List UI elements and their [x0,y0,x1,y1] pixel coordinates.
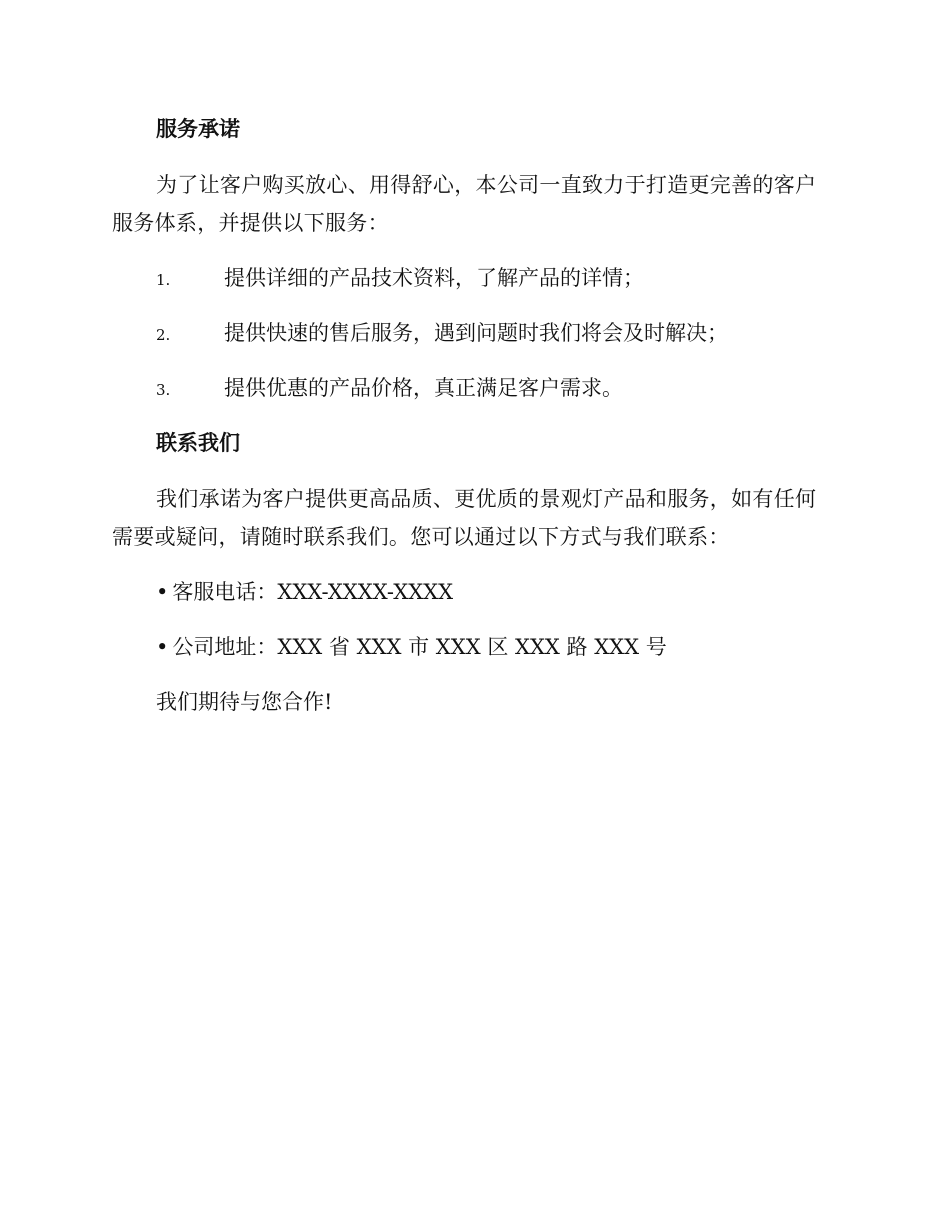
list-number: 2. [156,326,171,344]
bullet-icon: • [156,580,169,604]
service-list [112,259,832,407]
address-line [112,628,832,666]
closing-line: 我们期待与您合作! [156,690,333,714]
service-list-item [112,314,832,352]
phone-text: 客服电话：XXX-XXXX-XXXX [172,580,454,604]
bullet-icon: • [156,635,169,659]
document-body [112,110,832,721]
phone-line [112,573,832,611]
list-item-text: 提供快速的售后服务，遇到问题时我们将会及时解决； [224,321,728,345]
address-text: 公司地址：XXX 省 XXX 市 XXX 区 XXX 路 XXX 号 [172,635,667,659]
contact-intro-paragraph: 我们承诺为客户提供更高品质、更优质的景观灯产品和服务，如有任何需要或疑问，请随时联系我们。您可以通过以下方式与我们联系： [112,487,817,549]
list-number: 3. [156,381,171,399]
service-intro-paragraph: 为了让客户购买放心、用得舒心，本公司一直致力于打造更完善的客户服务体系，并提供以下服务： [112,173,817,235]
list-item-text: 提供优惠的产品价格，真正满足客户需求。 [224,376,623,400]
list-item-text: 提供详细的产品技术资料，了解产品的详情； [224,266,644,290]
list-number: 1. [156,271,171,289]
service-heading: 服务承诺 [156,116,240,141]
contact-heading: 联系我们 [156,430,240,455]
service-list-item [112,259,832,297]
service-list-item [112,369,832,407]
